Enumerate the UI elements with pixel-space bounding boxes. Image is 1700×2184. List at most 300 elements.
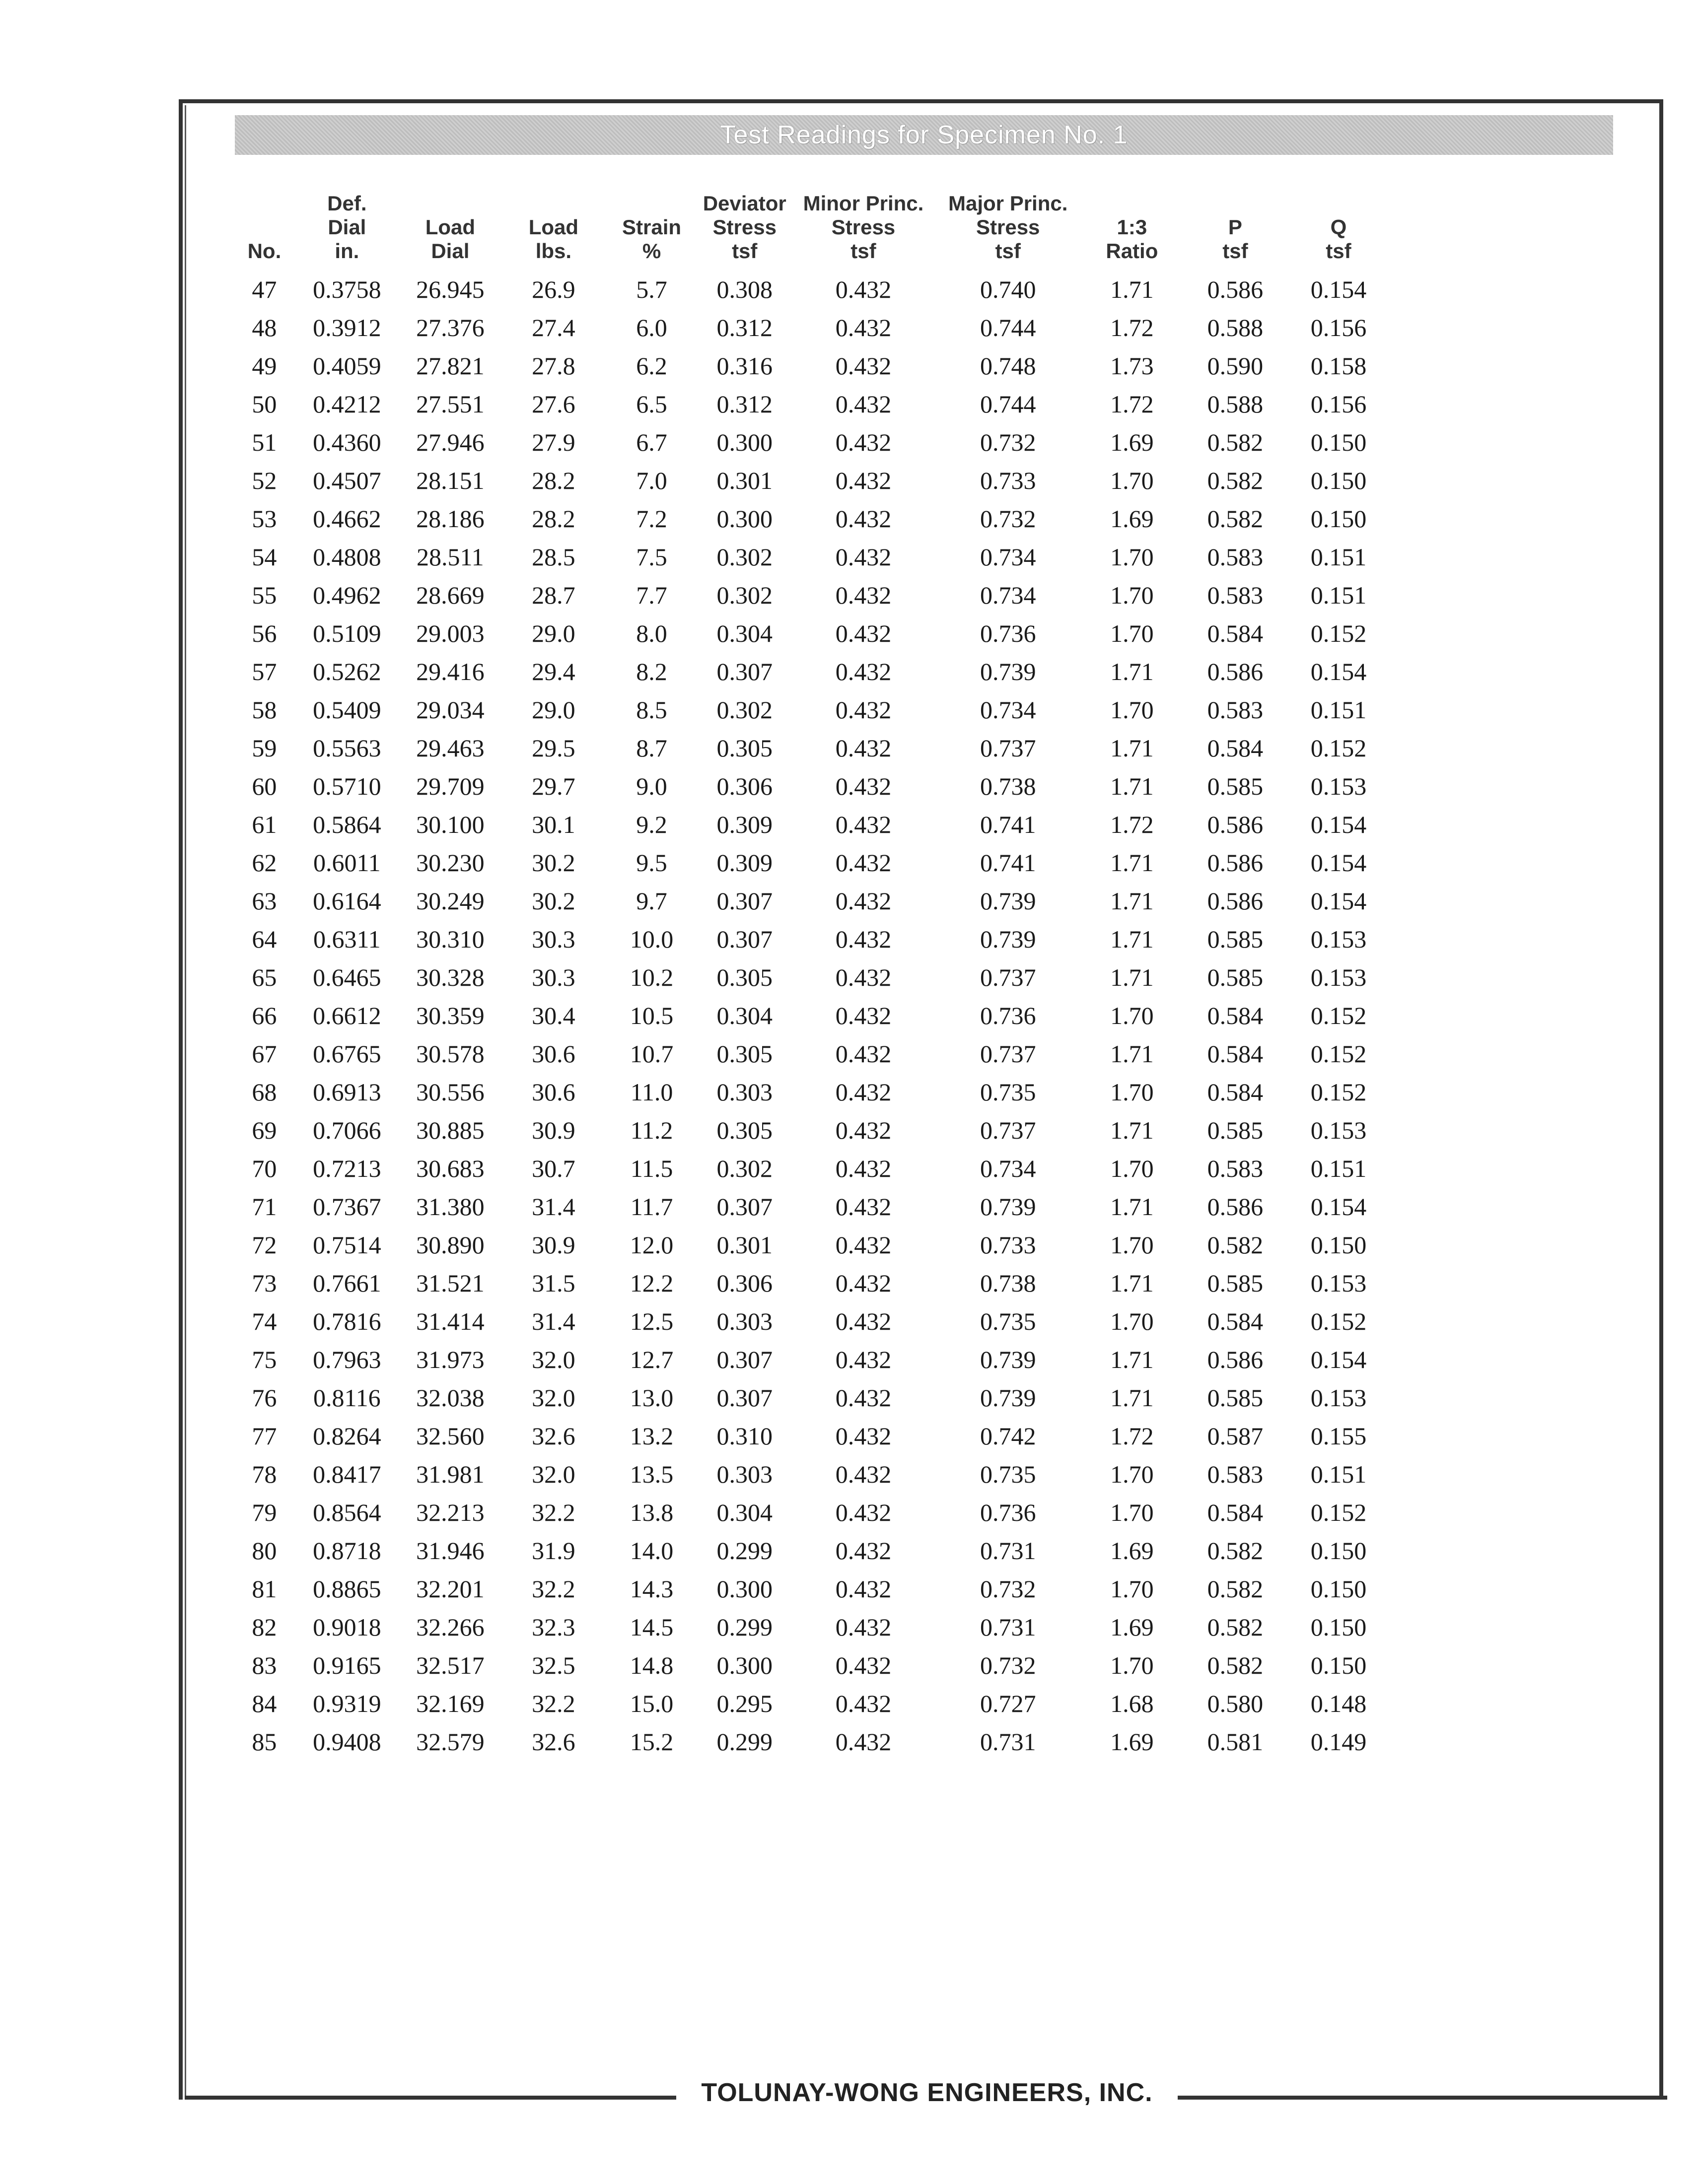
cell-def-dial: 0.6612 (313, 1001, 381, 1029)
cell-q: 0.152 (1310, 1001, 1367, 1029)
cell-minor-princ-stress: 0.432 (835, 1498, 892, 1526)
cell-ratio: 1.70 (1110, 1651, 1154, 1679)
cell-no: 59 (252, 734, 277, 762)
cell-p: 0.584 (1207, 734, 1264, 762)
cell-load-lbs: 31.5 (532, 1269, 575, 1297)
cell-no: 70 (252, 1154, 277, 1182)
column-header-line: Stress (831, 215, 896, 239)
cell-major-princ-stress: 0.733 (980, 466, 1036, 494)
cell-deviator-stress: 0.305 (716, 734, 773, 762)
cell-q: 0.153 (1310, 1116, 1367, 1144)
column-header-no (233, 174, 295, 270)
column-header-line: 1:3 (1117, 215, 1147, 239)
cell-major-princ-stress: 0.736 (980, 1001, 1036, 1029)
cell-deviator-stress: 0.306 (716, 772, 773, 800)
cell-p: 0.585 (1207, 925, 1264, 953)
cell-minor-princ-stress: 0.432 (835, 657, 892, 685)
cell-load-dial: 32.169 (416, 1689, 485, 1717)
cell-load-lbs: 27.8 (532, 351, 575, 380)
column-header-line: tsf (1326, 239, 1351, 263)
cell-q: 0.150 (1310, 428, 1367, 456)
cell-major-princ-stress: 0.736 (980, 1498, 1036, 1526)
cell-no: 73 (252, 1269, 277, 1297)
column-header-p (1184, 174, 1287, 270)
cell-minor-princ-stress: 0.432 (835, 543, 892, 571)
column-header-line: Stress (712, 215, 777, 239)
cell-deviator-stress: 0.307 (716, 887, 773, 915)
cell-q: 0.151 (1310, 543, 1367, 571)
cell-no: 71 (252, 1192, 277, 1221)
column-header-line: % (642, 239, 661, 263)
cell-ratio: 1.69 (1110, 504, 1154, 533)
cell-ratio: 1.70 (1110, 1460, 1154, 1488)
cell-q: 0.155 (1310, 1422, 1367, 1450)
cell-deviator-stress: 0.303 (716, 1307, 773, 1335)
table-row (233, 1302, 1390, 1340)
cell-no: 67 (252, 1039, 277, 1068)
cell-q: 0.153 (1310, 772, 1367, 800)
cell-major-princ-stress: 0.734 (980, 695, 1036, 724)
cell-load-lbs: 32.6 (532, 1422, 575, 1450)
cell-deviator-stress: 0.309 (716, 848, 773, 877)
cell-ratio: 1.71 (1110, 887, 1154, 915)
cell-p: 0.584 (1207, 1498, 1264, 1526)
table-row (233, 1684, 1390, 1722)
cell-deviator-stress: 0.307 (716, 1383, 773, 1412)
table-row (233, 538, 1390, 576)
cell-strain: 7.2 (636, 504, 667, 533)
cell-p: 0.586 (1207, 1192, 1264, 1221)
cell-def-dial: 0.6011 (313, 848, 381, 877)
cell-load-dial: 29.003 (416, 619, 485, 647)
cell-load-dial: 32.213 (416, 1498, 485, 1526)
cell-load-lbs: 29.5 (532, 734, 575, 762)
cell-q: 0.152 (1310, 1307, 1367, 1335)
column-header-line: Deviator (703, 192, 786, 215)
cell-ratio: 1.71 (1110, 734, 1154, 762)
cell-q: 0.152 (1310, 619, 1367, 647)
cell-load-dial: 27.946 (416, 428, 485, 456)
cell-load-lbs: 32.0 (532, 1460, 575, 1488)
table-row (233, 1646, 1390, 1684)
cell-no: 79 (252, 1498, 277, 1526)
cell-major-princ-stress: 0.739 (980, 1383, 1036, 1412)
column-header-line: Major Princ. (948, 192, 1068, 215)
cell-deviator-stress: 0.301 (716, 1230, 773, 1259)
cell-load-lbs: 30.2 (532, 887, 575, 915)
column-header-line: Minor Princ. (803, 192, 924, 215)
cell-minor-princ-stress: 0.432 (835, 848, 892, 877)
cell-no: 80 (252, 1536, 277, 1565)
table-row (233, 1531, 1390, 1570)
cell-p: 0.583 (1207, 695, 1264, 724)
table-row (233, 1455, 1390, 1493)
cell-no: 53 (252, 504, 277, 533)
cell-strain: 15.2 (630, 1727, 674, 1756)
cell-strain: 7.5 (636, 543, 667, 571)
cell-q: 0.151 (1310, 1154, 1367, 1182)
cell-p: 0.585 (1207, 1383, 1264, 1412)
cell-minor-princ-stress: 0.432 (835, 1383, 892, 1412)
cell-minor-princ-stress: 0.432 (835, 772, 892, 800)
cell-p: 0.586 (1207, 848, 1264, 877)
cell-strain: 12.2 (630, 1269, 674, 1297)
cell-load-lbs: 27.4 (532, 313, 575, 341)
cell-deviator-stress: 0.307 (716, 1192, 773, 1221)
cell-ratio: 1.68 (1110, 1689, 1154, 1717)
column-header-line: tsf (995, 239, 1021, 263)
cell-def-dial: 0.5864 (313, 810, 381, 838)
cell-p: 0.583 (1207, 581, 1264, 609)
cell-q: 0.154 (1310, 848, 1367, 877)
cell-deviator-stress: 0.316 (716, 351, 773, 380)
cell-p: 0.586 (1207, 887, 1264, 915)
cell-load-dial: 30.890 (416, 1230, 485, 1259)
cell-load-dial: 30.556 (416, 1078, 485, 1106)
cell-load-lbs: 30.6 (532, 1078, 575, 1106)
cell-ratio: 1.70 (1110, 619, 1154, 647)
cell-ratio: 1.72 (1110, 1422, 1154, 1450)
cell-ratio: 1.70 (1110, 695, 1154, 724)
cell-deviator-stress: 0.307 (716, 657, 773, 685)
cell-load-dial: 28.186 (416, 504, 485, 533)
cell-major-princ-stress: 0.734 (980, 543, 1036, 571)
cell-major-princ-stress: 0.741 (980, 810, 1036, 838)
cell-ratio: 1.70 (1110, 1078, 1154, 1106)
table-row (233, 1493, 1390, 1531)
cell-major-princ-stress: 0.735 (980, 1460, 1036, 1488)
cell-load-lbs: 30.9 (532, 1116, 575, 1144)
cell-load-lbs: 30.4 (532, 1001, 575, 1029)
cell-load-dial: 32.560 (416, 1422, 485, 1450)
cell-q: 0.152 (1310, 734, 1367, 762)
table-row (233, 767, 1390, 805)
cell-minor-princ-stress: 0.432 (835, 504, 892, 533)
cell-q: 0.154 (1310, 275, 1367, 303)
cell-minor-princ-stress: 0.432 (835, 1039, 892, 1068)
cell-no: 55 (252, 581, 277, 609)
cell-no: 75 (252, 1345, 277, 1373)
cell-load-lbs: 32.2 (532, 1689, 575, 1717)
cell-no: 77 (252, 1422, 277, 1450)
cell-load-dial: 30.885 (416, 1116, 485, 1144)
cell-major-princ-stress: 0.734 (980, 1154, 1036, 1182)
cell-major-princ-stress: 0.727 (980, 1689, 1036, 1717)
cell-def-dial: 0.7661 (313, 1269, 381, 1297)
cell-p: 0.585 (1207, 1116, 1264, 1144)
cell-q: 0.154 (1310, 810, 1367, 838)
cell-q: 0.154 (1310, 1192, 1367, 1221)
cell-p: 0.585 (1207, 772, 1264, 800)
cell-load-dial: 28.669 (416, 581, 485, 609)
cell-q: 0.156 (1310, 313, 1367, 341)
cell-major-princ-stress: 0.741 (980, 848, 1036, 877)
cell-load-lbs: 30.7 (532, 1154, 575, 1182)
cell-strain: 7.7 (636, 581, 667, 609)
cell-no: 61 (252, 810, 277, 838)
table-row (233, 614, 1390, 652)
cell-q: 0.151 (1310, 581, 1367, 609)
cell-ratio: 1.73 (1110, 351, 1154, 380)
cell-load-lbs: 29.4 (532, 657, 575, 685)
table-row (233, 920, 1390, 958)
company-footer: TOLUNAY-WONG ENGINEERS, INC. (701, 2078, 1153, 2107)
cell-minor-princ-stress: 0.432 (835, 1422, 892, 1450)
cell-strain: 13.5 (630, 1460, 674, 1488)
cell-strain: 6.2 (636, 351, 667, 380)
cell-load-lbs: 28.7 (532, 581, 575, 609)
cell-ratio: 1.71 (1110, 848, 1154, 877)
cell-def-dial: 0.4662 (313, 504, 381, 533)
cell-strain: 6.7 (636, 428, 667, 456)
cell-minor-princ-stress: 0.432 (835, 810, 892, 838)
cell-minor-princ-stress: 0.432 (835, 390, 892, 418)
cell-deviator-stress: 0.307 (716, 925, 773, 953)
cell-deviator-stress: 0.302 (716, 1154, 773, 1182)
cell-q: 0.153 (1310, 1269, 1367, 1297)
cell-load-lbs: 28.5 (532, 543, 575, 571)
cell-ratio: 1.69 (1110, 428, 1154, 456)
cell-no: 63 (252, 887, 277, 915)
cell-minor-princ-stress: 0.432 (835, 1574, 892, 1603)
cell-minor-princ-stress: 0.432 (835, 313, 892, 341)
cell-no: 82 (252, 1613, 277, 1641)
table-row (233, 729, 1390, 767)
table-body (233, 270, 1390, 1761)
cell-q: 0.150 (1310, 1574, 1367, 1603)
cell-strain: 9.2 (636, 810, 667, 838)
cell-no: 60 (252, 772, 277, 800)
cell-ratio: 1.71 (1110, 963, 1154, 991)
cell-no: 83 (252, 1651, 277, 1679)
table-row (233, 1111, 1390, 1149)
cell-no: 52 (252, 466, 277, 494)
header-row (233, 174, 1390, 270)
cell-deviator-stress: 0.295 (716, 1689, 773, 1717)
table-row (233, 996, 1390, 1034)
cell-major-princ-stress: 0.736 (980, 619, 1036, 647)
table-row (233, 1570, 1390, 1608)
cell-load-dial: 30.359 (416, 1001, 485, 1029)
cell-deviator-stress: 0.305 (716, 963, 773, 991)
cell-ratio: 1.71 (1110, 925, 1154, 953)
cell-no: 66 (252, 1001, 277, 1029)
cell-def-dial: 0.8865 (313, 1574, 381, 1603)
cell-load-lbs: 30.6 (532, 1039, 575, 1068)
cell-q: 0.156 (1310, 390, 1367, 418)
table-row (233, 805, 1390, 843)
cell-q: 0.152 (1310, 1039, 1367, 1068)
cell-def-dial: 0.6311 (313, 925, 381, 953)
cell-ratio: 1.71 (1110, 1116, 1154, 1144)
cell-p: 0.580 (1207, 1689, 1264, 1717)
cell-ratio: 1.70 (1110, 1001, 1154, 1029)
cell-minor-princ-stress: 0.432 (835, 1192, 892, 1221)
column-header-major-princ-stress (936, 174, 1080, 270)
column-header-line: Def. (327, 192, 367, 215)
cell-q: 0.149 (1310, 1727, 1367, 1756)
cell-ratio: 1.71 (1110, 1269, 1154, 1297)
column-header-line: P (1228, 215, 1242, 239)
cell-def-dial: 0.8264 (313, 1422, 381, 1450)
cell-ratio: 1.70 (1110, 543, 1154, 571)
cell-def-dial: 0.7514 (313, 1230, 381, 1259)
cell-p: 0.582 (1207, 428, 1264, 456)
cell-def-dial: 0.4962 (313, 581, 381, 609)
cell-major-princ-stress: 0.739 (980, 887, 1036, 915)
table-row (233, 882, 1390, 920)
cell-strain: 9.5 (636, 848, 667, 877)
cell-q: 0.152 (1310, 1498, 1367, 1526)
column-header-q (1287, 174, 1390, 270)
cell-minor-princ-stress: 0.432 (835, 351, 892, 380)
cell-p: 0.582 (1207, 504, 1264, 533)
cell-minor-princ-stress: 0.432 (835, 1345, 892, 1373)
cell-minor-princ-stress: 0.432 (835, 1613, 892, 1641)
cell-strain: 15.0 (630, 1689, 674, 1717)
cell-load-lbs: 29.0 (532, 695, 575, 724)
cell-load-lbs: 32.5 (532, 1651, 575, 1679)
cell-major-princ-stress: 0.739 (980, 1345, 1036, 1373)
cell-def-dial: 0.5409 (313, 695, 381, 724)
cell-q: 0.154 (1310, 887, 1367, 915)
cell-load-lbs: 28.2 (532, 504, 575, 533)
cell-ratio: 1.71 (1110, 1192, 1154, 1221)
column-header-line: Load (425, 215, 476, 239)
cell-strain: 8.7 (636, 734, 667, 762)
column-header-line: Q (1330, 215, 1347, 239)
cell-minor-princ-stress: 0.432 (835, 1536, 892, 1565)
column-header-def-dial (295, 174, 399, 270)
cell-p: 0.585 (1207, 1269, 1264, 1297)
cell-p: 0.584 (1207, 619, 1264, 647)
cell-q: 0.158 (1310, 351, 1367, 380)
cell-ratio: 1.70 (1110, 1230, 1154, 1259)
cell-minor-princ-stress: 0.432 (835, 1078, 892, 1106)
cell-major-princ-stress: 0.739 (980, 925, 1036, 953)
page-title: Test Readings for Specimen No. 1 (720, 121, 1128, 149)
cell-strain: 13.0 (630, 1383, 674, 1412)
cell-load-dial: 30.100 (416, 810, 485, 838)
cell-major-princ-stress: 0.732 (980, 428, 1036, 456)
cell-load-dial: 27.376 (416, 313, 485, 341)
cell-deviator-stress: 0.303 (716, 1078, 773, 1106)
cell-load-lbs: 29.0 (532, 619, 575, 647)
cell-def-dial: 0.8718 (313, 1536, 381, 1565)
table-row (233, 1149, 1390, 1187)
cell-minor-princ-stress: 0.432 (835, 1727, 892, 1756)
cell-no: 81 (252, 1574, 277, 1603)
cell-minor-princ-stress: 0.432 (835, 887, 892, 915)
cell-major-princ-stress: 0.742 (980, 1422, 1036, 1450)
cell-strain: 8.5 (636, 695, 667, 724)
cell-deviator-stress: 0.299 (716, 1536, 773, 1565)
cell-def-dial: 0.8564 (313, 1498, 381, 1526)
cell-ratio: 1.72 (1110, 810, 1154, 838)
table-row (233, 385, 1390, 423)
cell-major-princ-stress: 0.744 (980, 390, 1036, 418)
cell-ratio: 1.70 (1110, 1498, 1154, 1526)
column-header-line: Stress (976, 215, 1040, 239)
cell-major-princ-stress: 0.731 (980, 1727, 1036, 1756)
column-header-line: lbs. (535, 239, 572, 263)
cell-major-princ-stress: 0.744 (980, 313, 1036, 341)
table-row (233, 1073, 1390, 1111)
cell-no: 56 (252, 619, 277, 647)
table-row (233, 461, 1390, 499)
cell-deviator-stress: 0.302 (716, 581, 773, 609)
cell-def-dial: 0.5563 (313, 734, 381, 762)
cell-minor-princ-stress: 0.432 (835, 1116, 892, 1144)
cell-major-princ-stress: 0.735 (980, 1078, 1036, 1106)
cell-strain: 8.0 (636, 619, 667, 647)
cell-no: 68 (252, 1078, 277, 1106)
cell-p: 0.582 (1207, 1613, 1264, 1641)
cell-def-dial: 0.9018 (313, 1613, 381, 1641)
cell-p: 0.588 (1207, 313, 1264, 341)
cell-load-dial: 31.973 (416, 1345, 485, 1373)
cell-ratio: 1.72 (1110, 313, 1154, 341)
table-row (233, 1340, 1390, 1378)
cell-deviator-stress: 0.304 (716, 1001, 773, 1029)
cell-load-lbs: 27.6 (532, 390, 575, 418)
cell-strain: 12.0 (630, 1230, 674, 1259)
cell-q: 0.150 (1310, 1230, 1367, 1259)
cell-no: 74 (252, 1307, 277, 1335)
table-row (233, 270, 1390, 308)
cell-load-lbs: 32.2 (532, 1498, 575, 1526)
cell-load-lbs: 26.9 (532, 275, 575, 303)
column-header-line: in. (335, 239, 359, 263)
cell-strain: 13.2 (630, 1422, 674, 1450)
cell-load-lbs: 29.7 (532, 772, 575, 800)
cell-major-princ-stress: 0.732 (980, 1574, 1036, 1603)
cell-minor-princ-stress: 0.432 (835, 1269, 892, 1297)
column-header-line: Ratio (1106, 239, 1158, 263)
cell-p: 0.588 (1207, 390, 1264, 418)
cell-deviator-stress: 0.300 (716, 428, 773, 456)
cell-minor-princ-stress: 0.432 (835, 1689, 892, 1717)
table-row (233, 690, 1390, 729)
frame-inner-line (185, 105, 186, 2099)
column-header-line: Dial (328, 215, 366, 239)
cell-def-dial: 0.3912 (313, 313, 381, 341)
cell-no: 58 (252, 695, 277, 724)
column-header-line: tsf (732, 239, 758, 263)
cell-def-dial: 0.4808 (313, 543, 381, 571)
cell-strain: 11.7 (630, 1192, 673, 1221)
cell-def-dial: 0.6164 (313, 887, 381, 915)
cell-def-dial: 0.9319 (313, 1689, 381, 1717)
cell-strain: 10.2 (630, 963, 674, 991)
cell-load-dial: 27.551 (416, 390, 485, 418)
cell-def-dial: 0.8417 (313, 1460, 381, 1488)
cell-def-dial: 0.6913 (313, 1078, 381, 1106)
table-row (233, 1722, 1390, 1761)
cell-strain: 10.0 (630, 925, 674, 953)
cell-load-lbs: 27.9 (532, 428, 575, 456)
cell-q: 0.153 (1310, 925, 1367, 953)
cell-def-dial: 0.7066 (313, 1116, 381, 1144)
cell-p: 0.590 (1207, 351, 1264, 380)
cell-load-lbs: 30.2 (532, 848, 575, 877)
cell-load-dial: 31.414 (416, 1307, 485, 1335)
cell-no: 54 (252, 543, 277, 571)
cell-strain: 12.5 (630, 1307, 674, 1335)
cell-no: 64 (252, 925, 277, 953)
table-row (233, 499, 1390, 538)
cell-deviator-stress: 0.306 (716, 1269, 773, 1297)
